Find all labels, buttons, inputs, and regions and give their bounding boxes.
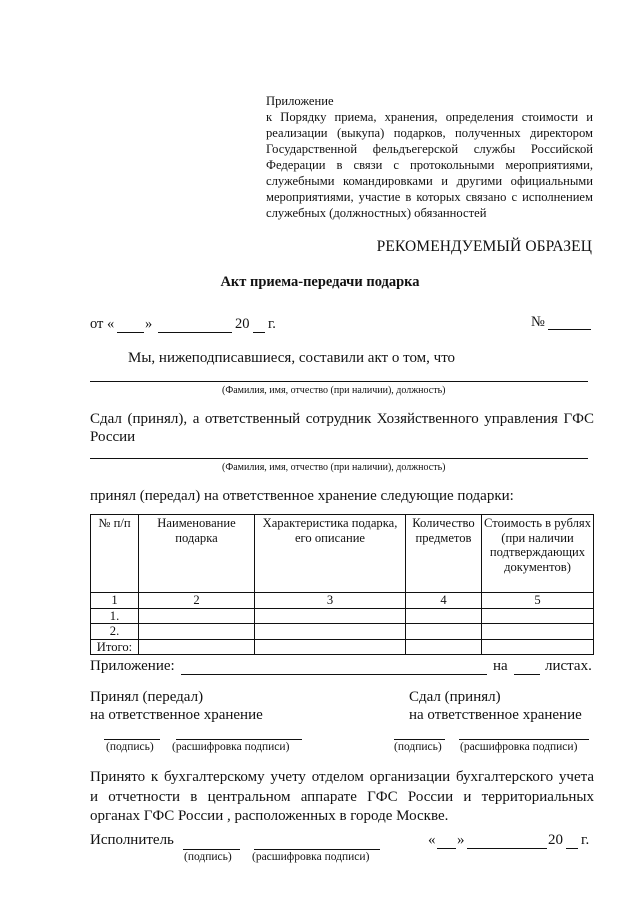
cell[interactable] <box>406 624 482 640</box>
left-decoding-caption: (расшифровка подписи) <box>172 741 290 753</box>
executor-label: Исполнитель <box>90 832 174 848</box>
left-signature-line[interactable] <box>104 739 160 740</box>
executor-year-suffix: г. <box>581 832 590 848</box>
cell[interactable] <box>139 624 255 640</box>
cell[interactable] <box>255 639 406 655</box>
date-quote-close: » <box>145 316 153 332</box>
executor-day-blank[interactable] <box>437 848 456 849</box>
right-signer-title-2: на ответственное хранение <box>409 707 582 723</box>
executor-signature-line[interactable] <box>183 849 240 850</box>
executor-signature-caption: (подпись) <box>184 851 232 863</box>
number-sign: № <box>531 314 545 330</box>
column-number: 1 <box>91 593 139 609</box>
appendix-block <box>266 93 593 221</box>
year-blank[interactable] <box>253 332 265 333</box>
column-number: 3 <box>255 593 406 609</box>
recommended-sample-label: РЕКОМЕНДУЕМЫЙ ОБРАЗЕЦ <box>376 238 592 255</box>
header-quantity: Количество предметов <box>406 515 482 593</box>
header-cost: Стоимость в рублях (при наличии подтверждающих документов) <box>482 515 594 593</box>
right-decoding-line[interactable] <box>459 739 589 740</box>
gifts-table <box>90 514 594 655</box>
appendix-line: служебными командировками и другими официальными <box>266 174 593 188</box>
cell[interactable] <box>482 624 594 640</box>
cell[interactable] <box>406 639 482 655</box>
handed-over-text: Сдал (принял), а ответственный сотрудник Хозяйственного управления ГФС <box>90 411 594 427</box>
month-blank[interactable] <box>158 332 232 333</box>
name-caption-2: (Фамилия, имя, отчество (при наличии), должность) <box>222 462 446 473</box>
executor-date-close: » <box>457 832 465 848</box>
sheets-blank[interactable] <box>514 674 540 675</box>
header-name: Наименование подарка <box>139 515 255 593</box>
executor-year-blank[interactable] <box>566 848 578 849</box>
cell[interactable] <box>139 608 255 624</box>
total-label: Итого: <box>91 639 139 655</box>
attachment-label: Приложение: <box>90 658 175 674</box>
appendix-line: Федерации в связи с протокольными мероприятиями, <box>266 158 593 172</box>
received-text: принял (передал) на ответственное хранение следующие подарки: <box>90 488 514 504</box>
table-row <box>91 624 594 640</box>
date-prefix: от « <box>90 316 115 332</box>
document-title: Акт приема-передачи подарка <box>220 274 420 290</box>
row-number: 1. <box>91 608 139 624</box>
name-line-1[interactable] <box>90 381 588 382</box>
year-suffix: г. <box>268 316 276 332</box>
accounting-line: Принято к бухгалтерскому учету отделом организации бухгалтерского учета <box>90 769 594 785</box>
name-line-2[interactable] <box>90 458 588 459</box>
right-signature-caption: (подпись) <box>394 741 442 753</box>
appendix-line: к Порядку приема, хранения, определения стоимости и <box>266 110 593 124</box>
number-blank[interactable] <box>548 329 591 330</box>
accounting-paragraph <box>90 768 594 827</box>
left-signer-title-1: Принял (передал) <box>90 689 204 705</box>
table-total-row <box>91 639 594 655</box>
header-number: № п/п <box>91 515 139 593</box>
cell[interactable] <box>482 639 594 655</box>
appendix-line: служебных (должностных) обязанностей <box>266 206 487 220</box>
appendix-line: Приложение <box>266 94 334 108</box>
table-column-numbers <box>91 593 594 609</box>
executor-decoding-caption: (расшифровка подписи) <box>252 851 370 863</box>
table-header-row <box>91 515 594 593</box>
column-number: 4 <box>406 593 482 609</box>
cell[interactable] <box>255 624 406 640</box>
left-signature-caption: (подпись) <box>106 741 154 753</box>
right-decoding-caption: (расшифровка подписи) <box>460 741 578 753</box>
attachment-blank[interactable] <box>181 674 487 675</box>
cell[interactable] <box>255 608 406 624</box>
accounting-line: органах ГФС России , расположенных в городе Москве. <box>90 808 449 824</box>
right-signer-title-1: Сдал (принял) <box>409 689 501 705</box>
appendix-line: Государственной фельдъегерской службы Российской <box>266 142 593 156</box>
right-signature-line[interactable] <box>394 739 445 740</box>
cell[interactable] <box>482 608 594 624</box>
row-number: 2. <box>91 624 139 640</box>
executor-month-blank[interactable] <box>467 848 547 849</box>
attachment-sheets: листах. <box>545 658 592 674</box>
left-signer-title-2: на ответственное хранение <box>90 707 263 723</box>
year-prefix: 20 <box>235 316 250 332</box>
day-blank[interactable] <box>117 332 144 333</box>
column-number: 5 <box>482 593 594 609</box>
executor-decoding-line[interactable] <box>254 849 380 850</box>
executor-year-prefix: 20 <box>548 832 563 848</box>
handed-over-text-2: России <box>90 429 136 445</box>
intro-text: Мы, нижеподписавшиеся, составили акт о том, что <box>128 350 456 366</box>
cell[interactable] <box>139 639 255 655</box>
attachment-on: на <box>493 658 508 674</box>
cell[interactable] <box>406 608 482 624</box>
header-description: Характеристика подарка, его описание <box>255 515 406 593</box>
column-number: 2 <box>139 593 255 609</box>
executor-date-open: « <box>428 832 436 848</box>
accounting-line: и отчетности в центральном аппарате ГФС России и территориальных <box>90 788 594 805</box>
appendix-line: мероприятиями, участие в которых связано с исполнением <box>266 190 593 204</box>
table-row <box>91 608 594 624</box>
left-decoding-line[interactable] <box>176 739 302 740</box>
name-caption-1: (Фамилия, имя, отчество (при наличии), должность) <box>222 385 446 396</box>
appendix-line: реализации (выкупа) подарков, полученных директором <box>266 126 593 140</box>
